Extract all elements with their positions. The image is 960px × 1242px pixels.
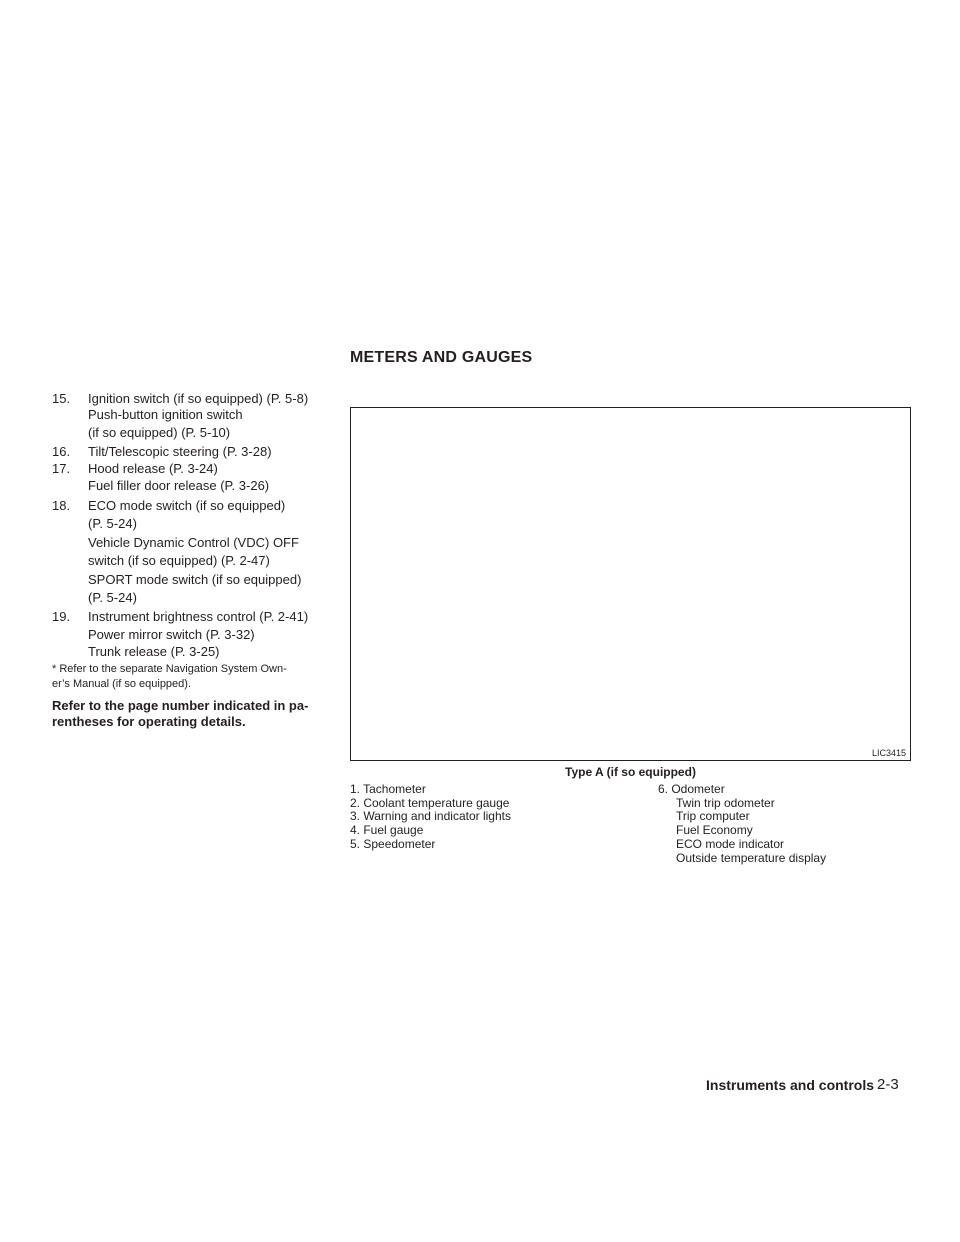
list-item: ECO mode switch (if so equipped): [88, 498, 286, 513]
list-item: Trunk release (P. 3-25): [88, 644, 220, 659]
list-number: 18.: [52, 498, 71, 513]
list-item: (if so equipped) (P. 5-10): [88, 425, 231, 440]
list-item: Hood release (P. 3-24): [88, 461, 218, 476]
list-number: 19.: [52, 609, 71, 624]
list-item: (P. 5-24): [88, 516, 137, 531]
list-item: Ignition switch (if so equipped) (P. 5-8): [88, 391, 309, 406]
legend-item: 4. Fuel gauge: [350, 823, 424, 838]
list-item: (P. 5-24): [88, 590, 137, 605]
list-item: switch (if so equipped) (P. 2-47): [88, 553, 270, 568]
footnote-line: * Refer to the separate Navigation System Own-: [52, 663, 287, 675]
legend-item: 5. Speedometer: [350, 836, 436, 851]
figure-frame: [350, 407, 911, 761]
footnote-line: er’s Manual (if so equipped).: [52, 678, 192, 690]
legend-subitem: Fuel Economy: [676, 823, 753, 838]
list-item: Vehicle Dynamic Control (VDC) OFF: [88, 535, 299, 550]
legend-subitem: Outside temperature display: [676, 850, 827, 865]
legend-item: 6. Odometer: [658, 782, 725, 796]
legend-item: 2. Coolant temperature gauge: [350, 795, 510, 810]
legend-subitem: ECO mode indicator: [676, 836, 785, 851]
list-item: Tilt/Telescopic steering (P. 3-28): [88, 444, 272, 459]
legend-item: 3. Warning and indicator lights: [350, 809, 511, 824]
page-number: 2-3: [877, 1076, 899, 1093]
list-number: 16.: [52, 444, 71, 459]
legend-right: [658, 783, 918, 873]
list-item: Instrument brightness control (P. 2-41): [88, 609, 309, 624]
list-number: 17.: [52, 461, 71, 476]
list-item: SPORT mode switch (if so equipped): [88, 572, 302, 587]
legend-subitem: Trip computer: [676, 809, 750, 824]
section-title: METERS AND GAUGES: [350, 349, 533, 366]
legend-left: [350, 783, 630, 863]
figure-caption: Type A (if so equipped): [565, 765, 696, 779]
footer-section-label: Instruments and controls: [706, 1077, 875, 1093]
note-line: rentheses for operating details.: [52, 714, 246, 729]
list-item: Fuel filler door release (P. 3-26): [88, 478, 270, 493]
list-number: 15.: [52, 391, 71, 406]
list-item: Power mirror switch (P. 3-32): [88, 627, 255, 642]
legend-item: 1. Tachometer: [350, 782, 426, 796]
list-item: Push-button ignition switch: [88, 407, 243, 422]
figure-id: LIC3415: [871, 748, 906, 758]
legend-subitem: Twin trip odometer: [676, 795, 775, 810]
note-line: Refer to the page number indicated in pa-: [52, 698, 309, 713]
